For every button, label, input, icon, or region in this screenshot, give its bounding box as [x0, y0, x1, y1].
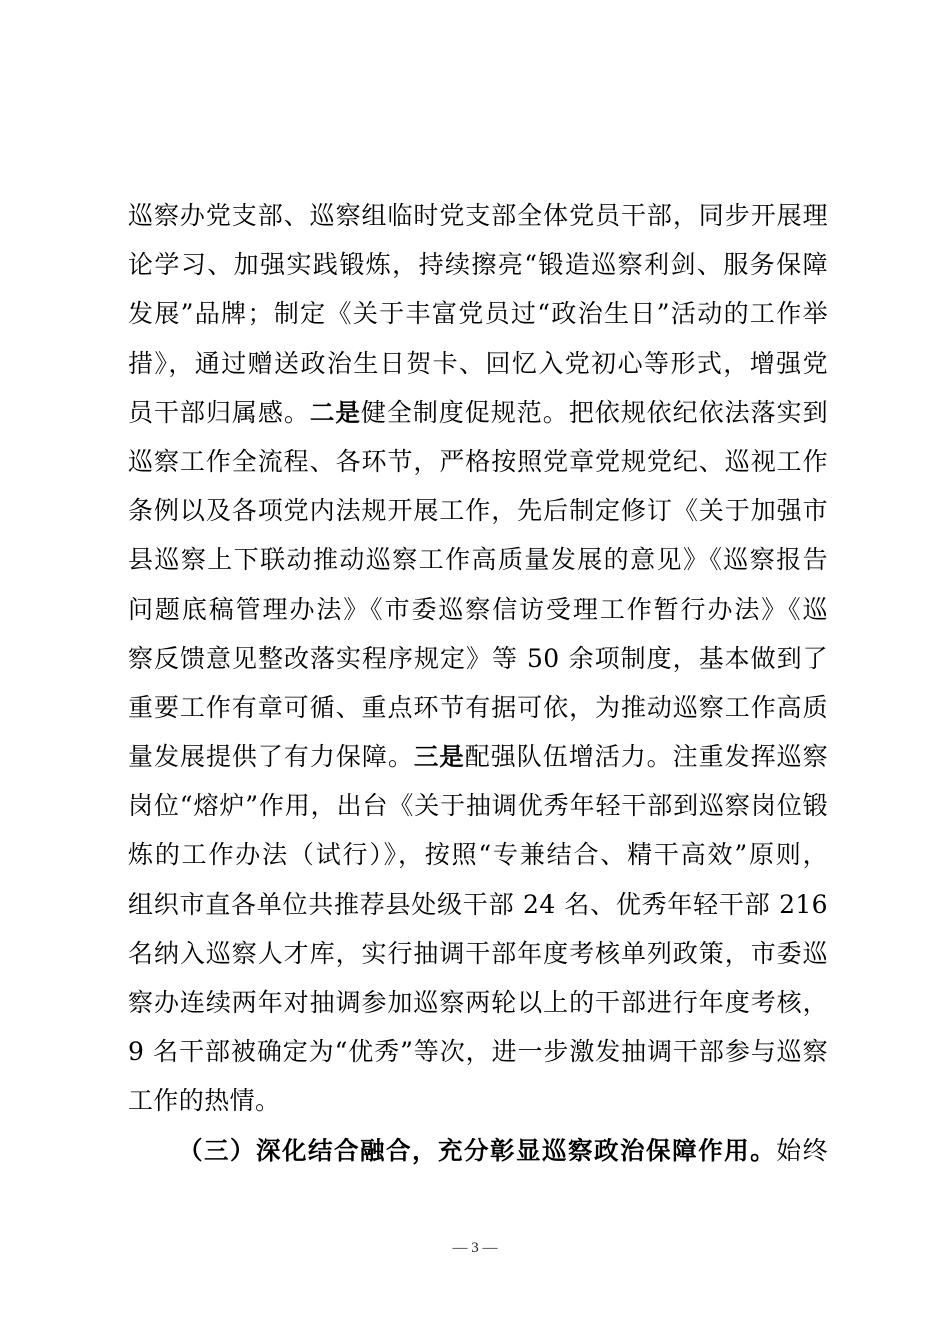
- text-line: 发展”品牌；制定《关于丰富党员过“政治生日”活动的工作举: [128, 299, 828, 329]
- bold-phrase: 三是: [413, 742, 465, 772]
- text-segment: 配强队伍增活力。注重发挥巡察: [464, 742, 828, 772]
- body-text: [128, 191, 828, 1175]
- text-segment: 量发展提供了有力保障。: [128, 742, 414, 772]
- text-line: 组织市直各单位共推荐县处级干部 24 名、优秀年轻干部 216: [128, 889, 828, 919]
- page-number: — 3 —: [452, 1240, 498, 1256]
- text-line: 工作的热情。: [128, 1086, 281, 1116]
- text-line: 巡察办党支部、巡察组临时党支部全体党员干部，同步开展理: [128, 201, 828, 230]
- text-line: 条例以及各项党内法规开展工作，先后制定修订《关于加强市: [128, 496, 828, 526]
- text-line: 岗位“熔炉”作用，出台《关于抽调优秀年轻干部到巡察岗位锻: [128, 791, 828, 821]
- text-line: 巡察工作全流程、各环节，严格按照党章党规党纪、巡视工作: [128, 446, 828, 476]
- text-segment: 健全制度促规范。把依规依纪依法落实到: [360, 397, 828, 427]
- text-line: 问题底稿管理办法》《市委巡察信访受理工作暂行办法》《巡: [128, 594, 828, 624]
- text-line: 名纳入巡察人才库，实行抽调干部年度考核单列政策，市委巡: [128, 938, 828, 968]
- text-line: [128, 732, 828, 781]
- section-heading-bold: （三）深化结合融合，充分彰显巡察政治保障作用。: [178, 1135, 777, 1165]
- bold-phrase: 二是: [309, 397, 361, 427]
- text-line: 察反馈意见整改落实程序规定》等 50 余项制度，基本做到了: [128, 643, 828, 673]
- section-heading: [128, 1126, 828, 1175]
- text-line: 察办连续两年对抽调参加巡察两轮以上的干部进行年度考核，: [128, 988, 828, 1017]
- text-segment: 员干部归属感。: [128, 397, 310, 427]
- text-line: 9 名干部被确定为“优秀”等次，进一步激发抽调干部参与巡察: [128, 1037, 828, 1067]
- text-line: 重要工作有章可循、重点环节有据可依，为推动巡察工作高质: [128, 692, 828, 722]
- text-line: 炼的工作办法（试行）》，按照“专兼结合、精干高效”原则，: [128, 840, 828, 870]
- text-line: [128, 388, 828, 437]
- text-line: 县巡察上下联动推动巡察工作高质量发展的意见》《巡察报告: [128, 545, 828, 575]
- text-segment: 始终: [776, 1135, 828, 1165]
- text-line: 措》，通过赠送政治生日贺卡、回忆入党初心等形式，增强党: [128, 348, 828, 378]
- text-line: 论学习、加强实践锻炼，持续擦亮“锻造巡察利剑、服务保障: [128, 250, 828, 280]
